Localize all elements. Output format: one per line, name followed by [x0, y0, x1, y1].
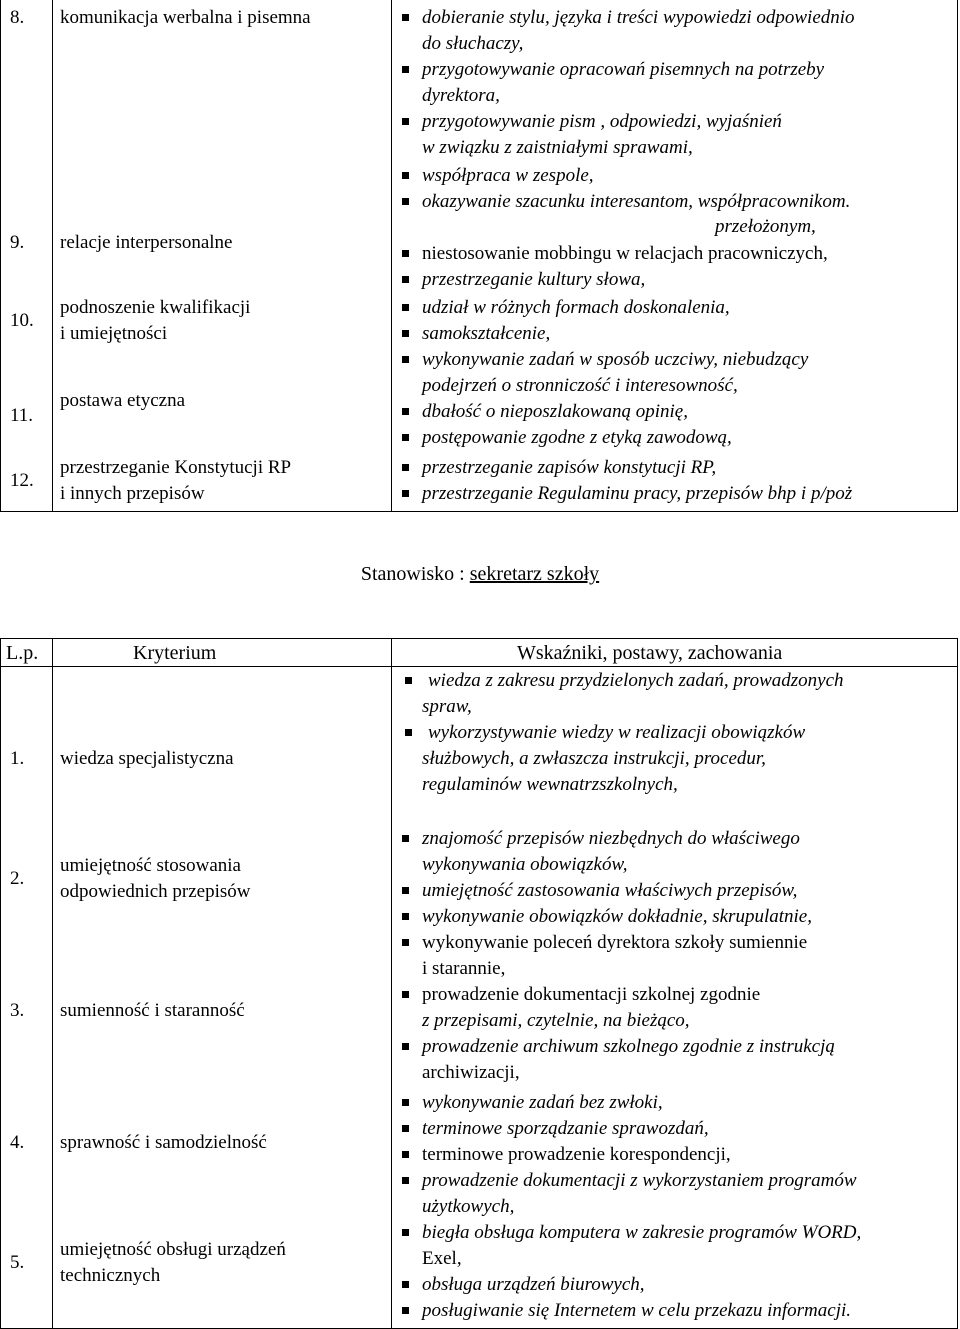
bullet-icon [402, 1307, 409, 1314]
criterion-label: wiedza specjalistyczna [60, 748, 234, 769]
row-number: 3. [10, 1000, 25, 1021]
criterion-label: postawa etyczna [60, 390, 186, 411]
bullet-icon [402, 118, 409, 125]
indicator-text: przełożonym, [715, 216, 816, 237]
indicator-text: terminowe prowadzenie korespondencji, [422, 1144, 731, 1165]
indicator-text: do słuchaczy, [422, 33, 524, 54]
bullet-icon [402, 913, 409, 920]
criterion-label: odpowiednich przepisów [60, 881, 251, 902]
bullet-icon [402, 14, 409, 21]
header-criterion: Kryterium [133, 642, 217, 664]
indicator-text: spraw, [422, 696, 472, 717]
bullet-icon [402, 1229, 409, 1236]
table-border [0, 0, 1, 512]
indicator-text: okazywanie szacunku interesantom, współpracownikom. [422, 191, 851, 212]
bullet-icon [405, 677, 412, 684]
row-number: 2. [10, 868, 25, 889]
indicator-text: wykonywanie zadań bez zwłoki, [422, 1092, 663, 1113]
bullet-icon [402, 1151, 409, 1158]
bullet-icon [402, 991, 409, 998]
bullet-icon [405, 729, 412, 736]
criterion-label: i umiejętności [60, 323, 168, 344]
bullet-icon [402, 276, 409, 283]
indicator-text: terminowe sporządzanie sprawozdań, [422, 1118, 709, 1139]
indicator-text: niestosowanie mobbingu w relacjach pracowniczych, [422, 243, 828, 264]
row-number: 8. [10, 7, 25, 28]
row-number: 11. [10, 405, 34, 426]
indicator-text: wykonywania obowiązków, [422, 854, 628, 875]
indicator-text: dbałość o nieposzlakowaną opinię, [422, 401, 688, 422]
criterion-label: technicznych [60, 1265, 161, 1286]
position-name: sekretarz szkoły [469, 563, 600, 585]
indicator-text: służbowych, a zwłaszcza instrukcji, procedur, [422, 748, 766, 769]
indicator-text: dyrektora, [422, 85, 500, 106]
criterion-label: komunikacja werbalna i pisemna [60, 7, 311, 28]
indicator-text: w związku z zaistniałymi sprawami, [422, 137, 693, 158]
criterion-label: sprawność i samodzielność [60, 1132, 267, 1153]
bullet-icon [402, 356, 409, 363]
bullet-icon [402, 330, 409, 337]
indicator-text: wykorzystywanie wiedzy w realizacji obowiązków [428, 722, 806, 743]
bullet-icon [402, 1281, 409, 1288]
criterion-label: umiejętność stosowania [60, 855, 241, 876]
indicator-text: wykonywanie obowiązków dokładnie, skrupulatnie, [422, 906, 812, 927]
section-title-prefix: Stanowisko : [360, 563, 470, 585]
criterion-label: i innych przepisów [60, 483, 205, 504]
table-border [52, 0, 53, 512]
indicator-text: użytkowych, [422, 1196, 515, 1217]
indicator-text: i starannie, [422, 958, 506, 979]
bullet-icon [402, 939, 409, 946]
criterion-label: sumienność i staranność [60, 1000, 245, 1021]
bullet-icon [402, 304, 409, 311]
row-number: 4. [10, 1132, 25, 1153]
table-border [0, 666, 958, 667]
criterion-label: umiejętność obsługi urządzeń [60, 1239, 286, 1260]
header-lp: L.p. [6, 642, 39, 664]
table-border [0, 511, 958, 512]
indicator-text: wiedza z zakresu przydzielonych zadań, prowadzonych [428, 670, 844, 691]
indicator-text: samokształcenie, [422, 323, 551, 344]
indicator-text: przygotowywanie pism , odpowiedzi, wyjaśnień [422, 111, 782, 132]
indicator-text: przestrzeganie Regulaminu pracy, przepisów bhp i p/poż [422, 483, 853, 504]
criterion-label: przestrzeganie Konstytucji RP [60, 457, 292, 478]
indicator-text: obsługa urządzeń biurowych, [422, 1274, 645, 1295]
indicator-text: biegła obsługa komputera w zakresie programów WORD, [422, 1222, 862, 1243]
row-number: 9. [10, 232, 25, 253]
bullet-icon [402, 198, 409, 205]
bullet-icon [402, 66, 409, 73]
row-number: 10. [10, 310, 34, 331]
table-border [957, 0, 958, 512]
bullet-icon [402, 1043, 409, 1050]
indicator-text: podejrzeń o stronniczość i interesowność, [422, 375, 738, 396]
indicator-text: wykonywanie poleceń dyrektora szkoły sumiennie [422, 932, 808, 953]
bullet-icon [402, 408, 409, 415]
indicator-text: wykonywanie zadań w sposób uczciwy, niebudzący [422, 349, 809, 370]
table-border [957, 638, 958, 1329]
bullet-icon [402, 490, 409, 497]
bullet-icon [402, 1099, 409, 1106]
bullet-icon [402, 1177, 409, 1184]
indicator-text: prowadzenie dokumentacji z wykorzystaniem programów [422, 1170, 857, 1191]
table-border [0, 638, 958, 639]
row-number: 5. [10, 1252, 25, 1273]
indicator-text: przestrzeganie kultury słowa, [422, 269, 646, 290]
indicator-text: postępowanie zgodne z etyką zawodową, [422, 427, 732, 448]
indicator-text: umiejętność zastosowania właściwych przepisów, [422, 880, 798, 901]
indicator-text: z przepisami, czytelnie, na bieżąco, [422, 1010, 690, 1031]
indicator-text: przestrzeganie zapisów konstytucji RP, [422, 457, 717, 478]
indicator-text: udział w różnych formach doskonalenia, [422, 297, 730, 318]
bullet-icon [402, 887, 409, 894]
table-border [0, 638, 1, 1329]
section-title [0, 563, 960, 586]
indicator-text: regulaminów wewnatrzszkolnych, [422, 774, 678, 795]
indicator-text: prowadzenie dokumentacji szkolnej zgodnie [422, 984, 761, 1005]
bullet-icon [402, 250, 409, 257]
indicator-text: znajomość przepisów niezbędnych do właściwego [422, 828, 800, 849]
row-number: 12. [10, 470, 34, 491]
bullet-icon [402, 464, 409, 471]
bullet-icon [402, 172, 409, 179]
table-border [391, 0, 392, 512]
table-border [391, 638, 392, 1329]
criterion-label: relacje interpersonalne [60, 232, 233, 253]
indicator-text: przygotowywanie opracowań pisemnych na potrzeby [422, 59, 825, 80]
header-indicators: Wskaźniki, postawy, zachowania [517, 642, 783, 664]
table-border [52, 638, 53, 1329]
indicator-text: współpraca w zespole, [422, 165, 594, 186]
bullet-icon [402, 434, 409, 441]
bullet-icon [402, 1125, 409, 1132]
criterion-label: podnoszenie kwalifikacji [60, 297, 251, 318]
indicator-text: posługiwanie się Internetem w celu przekazu informacji. [422, 1300, 852, 1321]
indicator-text: Exel, [422, 1248, 462, 1269]
bullet-icon [402, 835, 409, 842]
indicator-text: prowadzenie archiwum szkolnego zgodnie z instrukcją [422, 1036, 835, 1057]
row-number: 1. [10, 748, 25, 769]
indicator-text: archiwizacji, [422, 1062, 520, 1083]
indicator-text: dobieranie stylu, języka i treści wypowiedzi odpowiednio [422, 7, 855, 28]
